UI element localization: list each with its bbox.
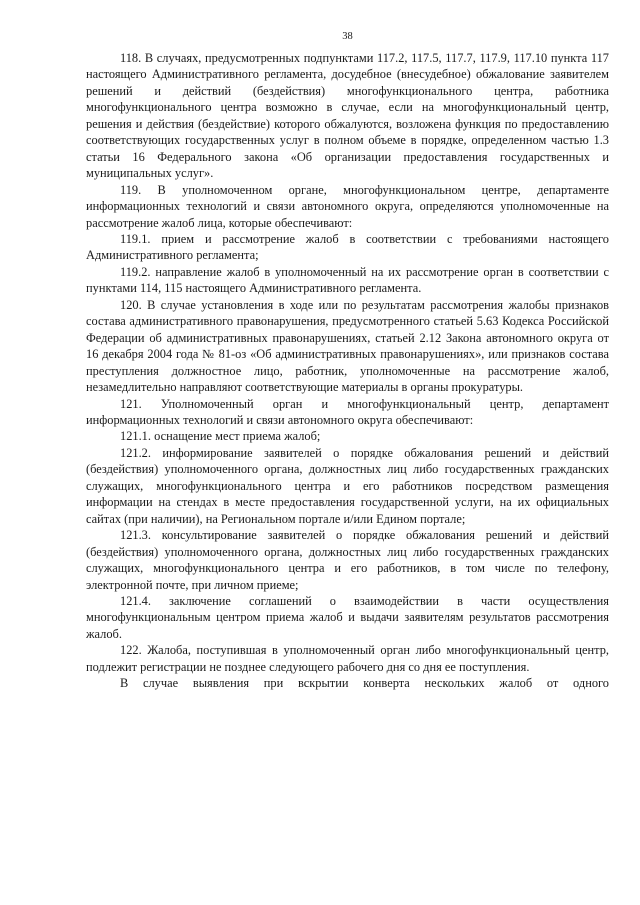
- paragraph-122-continuation: В случае выявления при вскрытии конверта нескольких жалоб от одного: [120, 676, 609, 691]
- paragraph-121-2: 121.2. информирование заявителей о порядке обжалования решений и действий (бездействия) уполномоченного органа, должностных лиц либо государственных гражданских служащих, многофункционального центра и его работников посредством размещения информации на стендах в месте предоставления государственной услуги, на их официальных сайтах (при наличии), на Региональном портале и/или Едином портале;: [86, 445, 609, 526]
- paragraph-121-3: 121.3. консультирование заявителей о порядке обжалования решений и действий (бездействия) уполномоченного органа, должностных лиц либо государственных гражданских служащих, многофункционального центра и его работников, в том числе по телефону, электронной почте, при личном приеме;: [86, 528, 609, 592]
- paragraph-121-1: 121.1. оснащение мест приема жалоб;: [120, 429, 321, 444]
- paragraph-119: 119. В уполномоченном органе, многофункциональном центре, департаменте информационных технологий и связи автономного округа, определяются уполномоченные на рассмотрение жалоб лица, которые обеспечивают:: [86, 182, 609, 230]
- document-page: [86, 0, 609, 905]
- paragraph-120: 120. В случае установления в ходе или по результатам рассмотрения жалобы признаков состава административного правонарушения, предусмотренного статьей 5.63 Кодекса Российской Федерации об административных правонарушениях, статьей 2.12 Закона автономного округа от 16 декабря 2004 года № 81-оз «Об административных правонарушениях», или признаков состава преступления должностное лицо, работник, уполномоченные на рассмотрение жалоб, незамедлительно направляют соответствующие материалы в органы прокуратуры.: [86, 297, 609, 395]
- document-body: [86, 50, 609, 692]
- page-number: 38: [342, 31, 353, 42]
- paragraph-121: 121. Уполномоченный орган и многофункциональный центр, департамент информационных технологий и связи автономного округа обеспечивают:: [86, 396, 609, 427]
- paragraph-122: 122. Жалоба, поступившая в уполномоченный орган либо многофункциональный центр, подлежит регистрации не позднее следующего рабочего дня со дня ее поступления.: [86, 643, 609, 674]
- paragraph-119-1: 119.1. прием и рассмотрение жалоб в соответствии с требованиями настоящего Административного регламента;: [86, 231, 609, 263]
- paragraph-118: 118. В случаях, предусмотренных подпунктами 117.2, 117.5, 117.7, 117.9, 117.10 пункта 117 настоящего Административного регламента, досудебное (внесудебное) обжалование заявителем решений и действий (бездействия) многофункционального центра, работника многофункционального центра возможно в случае, если на многофункциональный центр, решения и действия (бездействие) которого обжалуются, возложена функция по предоставлению соответствующих государственных услуг в полном объеме в порядке, определенном частью 1.3 статьи 16 Федерального закона «Об организации предоставления государственных и муниципальных услуг».: [86, 51, 609, 181]
- paragraph-121-4: 121.4. заключение соглашений о взаимодействии в части осуществления многофункциональным центром приема жалоб и выдачи заявителям результатов рассмотрения жалоб.: [86, 593, 609, 641]
- paragraph-119-2: 119.2. направление жалоб в уполномоченный на их рассмотрение орган в соответствии с пунктами 114, 115 настоящего Административного регламента.: [86, 264, 609, 296]
